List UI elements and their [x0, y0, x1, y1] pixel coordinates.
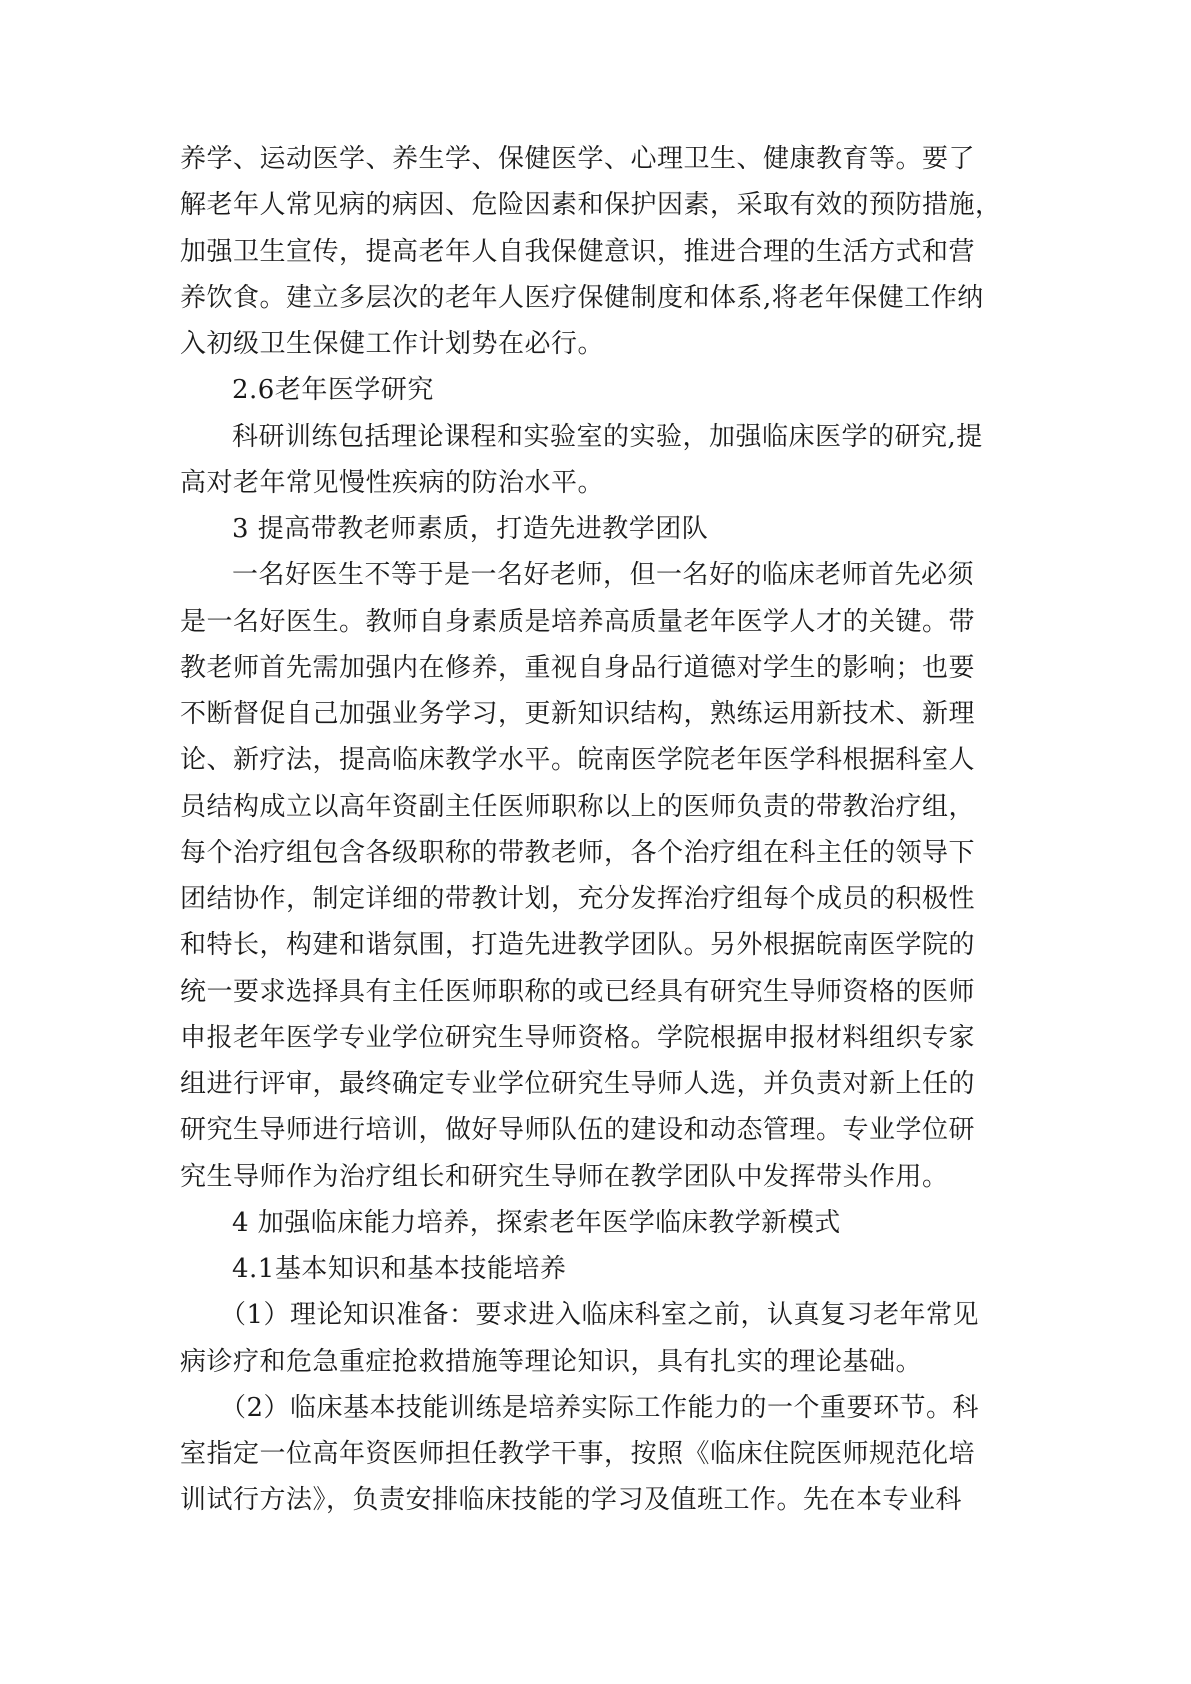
text-line: 是一名好医生。教师自身素质是培养高质量老年医学人才的关键。带 [180, 606, 976, 637]
text-line: 科研训练包括理论课程和实验室的实验，加强临床医学的研究,提 [232, 421, 983, 452]
text-line: 室指定一位高年资医师担任教学干事，按照《临床住院医师规范化培 [180, 1439, 976, 1469]
text-line: 统一要求选择具有主任医师职称的或已经具有研究生导师资格的医师 [180, 976, 976, 1007]
subsection-heading: 4.1基本知识和基本技能培养 [232, 1254, 567, 1284]
text-line: 病诊疗和危急重症抢救措施等理论知识，具有扎实的理论基础。 [180, 1346, 923, 1377]
text-line: 每个治疗组包含各级职称的带教老师，各个治疗组在科主任的领导下 [180, 837, 976, 868]
text-line: 训试行方法》，负责安排临床技能的学习及值班工作。先在本专业科 [180, 1485, 963, 1516]
text-line: 团结协作，制定详细的带教计划，充分发挥治疗组每个成员的积极性 [180, 884, 976, 914]
text-line: 申报老年医学专业学位研究生导师资格。学院根据申报材料组织专家 [180, 1022, 976, 1053]
text-line: 论、新疗法，提高临床教学水平。皖南医学院老年医学科根据科室人 [180, 745, 976, 776]
text-line: 教老师首先需加强内在修养，重视自身品行道德对学生的影响；也要 [180, 652, 976, 683]
text-line: 高对老年常见慢性疾病的防治水平。 [180, 467, 605, 498]
section-heading: 3 提高带教老师素质，打造先进教学团队 [232, 514, 709, 544]
text-line: 养学、运动医学、养生学、保健医学、心理卫生、健康教育等。要了 [180, 144, 976, 174]
text-line: 加强卫生宣传，提高老年人自我保健意识，推进合理的生活方式和营 [180, 236, 976, 267]
text-line: 究生导师作为治疗组长和研究生导师在教学团队中发挥带头作用。 [180, 1161, 949, 1192]
text-line: 入初级卫生保健工作计划势在必行。 [180, 329, 605, 359]
section-heading: 2.6老年医学研究 [232, 375, 434, 406]
text-line: 研究生导师进行培训，做好导师队伍的建设和动态管理。专业学位研 [180, 1115, 976, 1146]
text-line: 一名好医生不等于是一名好老师，但一名好的临床老师首先必须 [232, 560, 975, 591]
section-heading: 4 加强临床能力培养，探索老年医学临床教学新模式 [232, 1207, 841, 1238]
document-body [180, 136, 1010, 1524]
text-line: （1）理论知识准备：要求进入临床科室之前，认真复习老年常见 [220, 1300, 980, 1331]
text-line: 员结构成立以高年资副主任医师职称以上的医师负责的带教治疗组， [180, 791, 976, 822]
text-line: 不断督促自己加强业务学习，更新知识结构，熟练运用新技术、新理 [180, 699, 976, 729]
text-line: 组进行评审，最终确定专业学位研究生导师人选，并负责对新上任的 [180, 1069, 976, 1099]
text-line: 和特长，构建和谐氛围，打造先进教学团队。另外根据皖南医学院的 [180, 930, 976, 961]
text-line: （2）临床基本技能训练是培养实际工作能力的一个重要环节。科 [220, 1392, 980, 1423]
text-line: 解老年人常见病的病因、危险因素和保护因素，采取有效的预防措施， [180, 190, 1002, 221]
text-line: 养饮食。建立多层次的老年人医疗保健制度和体系,将老年保健工作纳 [180, 282, 984, 313]
